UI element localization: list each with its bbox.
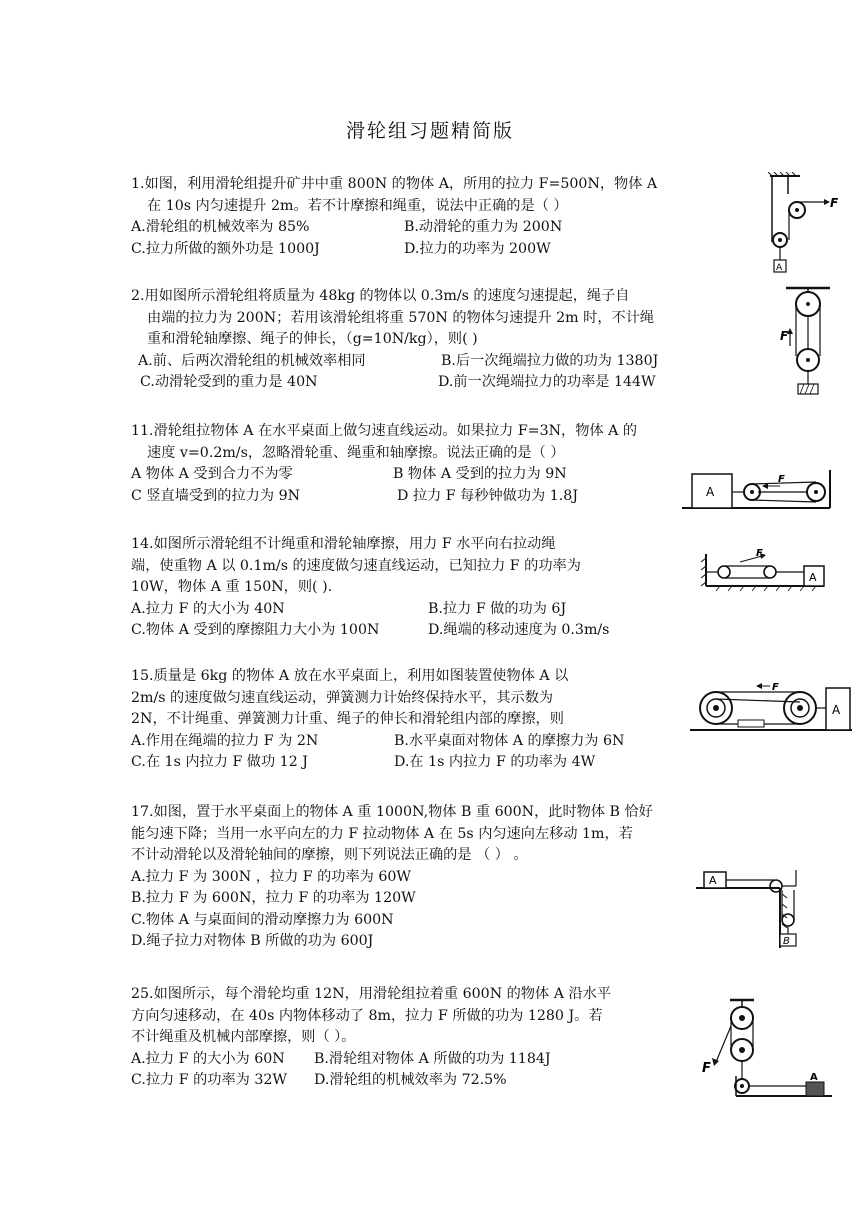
question-stem: 由端的拉力为 200N；若用该滑轮组将重 570N 的物体匀速提升 2m 时，不计绳 [147,309,655,326]
question-stem: 不计动滑轮以及滑轮轴间的摩擦，则下列说法正确的是 （ ） 。 [131,847,528,863]
question-stem: 2.用如图所示滑轮组将质量为 48kg 的物体以 0.3m/s 的速度匀速提起，绳子自 [131,288,630,304]
question-stem: 25.如图所示，每个滑轮均重 12N，用滑轮组拉着重 600N 的物体 A 沿水平 [131,986,612,1002]
option-d: D.绳端的移动速度为 0.3m/s [428,622,610,638]
question-stem: 端，使重物 A 以 0.1m/s 的速度做匀速直线运动，已知拉力 F 的功率为 [131,557,581,574]
label-f: F [756,548,763,559]
question-stem: 2N，不计绳重、弹簧测力计重、绳子的伸长和滑轮组内部的摩擦，则 [131,711,564,727]
question-stem: 11.滑轮组拉物体 A 在水平桌面上做匀速直线运动。如果拉力 F=3N，物体 A 的 [131,423,638,439]
option-b: B.后一次绳端拉力做的功为 1380J [441,352,659,369]
question-stem: 速度 v=0.2m/s，忽略滑轮重、绳重和轴摩擦。说法正确的是（ ） [147,444,565,461]
option-d: D.在 1s 内拉力 F 的功率为 4W [394,754,596,770]
question-17 [131,802,653,953]
label-a: A [810,1072,818,1083]
label-f: F [702,1061,711,1076]
option-c: C.动滑轮受到的重力是 40N [140,374,318,390]
question-stem: 不计绳重及机械内部摩擦，则（ ）。 [131,1029,356,1045]
question-1 [131,174,657,260]
option-d: D.绳子拉力对物体 B 所做的功为 600J [131,933,374,949]
figure-q1-pulley [760,172,842,280]
option-c: C.拉力 F 的功率为 32W [131,1072,287,1088]
figure-q11-pulley [680,468,840,516]
label-f: F [778,474,785,485]
figure-q15-pulley [688,676,854,738]
question-stem: 1.如图，利用滑轮组提升矿井中重 800N 的物体 A，所用的拉力 F=500N，物体 A [131,176,658,192]
question-stem: 在 10s 内匀速提升 2m。若不计摩擦和绳重，说法中正确的是（ ） [147,197,568,214]
figure-q25-pulley [698,996,838,1104]
option-c: C.在 1s 内拉力 F 做功 12 J [131,754,308,770]
option-a: A.拉力 F 的大小为 60N [131,1050,285,1067]
label-a: A [709,874,717,887]
question-2 [131,286,659,394]
question-stem: 15.质量是 6kg 的物体 A 放在水平桌面上，利用如图装置使物体 A 以 [131,668,569,684]
figure-q14-pulley [700,548,830,596]
question-15 [131,666,625,774]
option-b: B.水平桌面对物体 A 的摩擦力为 6N [394,732,625,749]
question-25 [131,984,611,1092]
label-a: A [706,485,715,499]
option-b: B.拉力 F 做的功为 6J [428,600,567,617]
question-14 [131,534,610,642]
option-b: B.动滑轮的重力为 200N [404,219,563,235]
question-stem: 能匀速下降；当用一水平向左的力 F 拉动物体 A 在 5s 内匀速向左移动 1m，若 [131,825,633,842]
option-d: D.拉力的功率为 200W [404,240,551,257]
option-c: C 竖直墙受到的拉力为 9N [131,487,301,504]
question-stem: 2m/s 的速度做匀速直线运动，弹簧测力计始终保持水平，其示数为 [131,689,554,706]
label-a: A [809,571,817,584]
question-stem: 10W，物体 A 重 150N，则( ). [131,579,333,595]
option-a: A.前、后两次滑轮组的机械效率相同 [138,352,366,369]
question-stem: 重和滑轮轴摩擦、绳子的伸长，（g=10N/kg），则( ) [147,331,478,347]
option-b: B.拉力 F 为 600N，拉力 F 的功率为 120W [131,890,416,906]
label-f: F [780,329,789,343]
option-c: C.物体 A 受到的摩擦阻力大小为 100N [131,622,380,638]
option-c: C.拉力所做的额外功是 1000J [131,240,320,257]
question-stem: 方向匀速移动，在 40s 内物体移动了 8m，拉力 F 所做的功为 1280 J。若 [131,1007,603,1024]
label-a: A [832,703,841,717]
label-b: B [783,936,790,947]
option-a: A.滑轮组的机械效率为 85% [131,219,310,235]
label-f: F [830,196,839,210]
question-11 [131,421,637,507]
option-a: A 物体 A 受到合力不为零 [131,466,293,482]
question-stem: 14.如图所示滑轮组不计绳重和滑轮轴摩擦，用力 F 水平向右拉动绳 [131,536,556,552]
option-b: B 物体 A 受到的拉力为 9N [393,466,567,482]
page-title: 滑轮组习题精简版 [345,120,514,142]
option-d: D.滑轮组的机械效率为 72.5% [314,1072,507,1088]
figure-q2-pulley [778,284,838,400]
option-a: A.拉力 F 的大小为 40N [131,600,285,617]
question-stem: 17.如图，置于水平桌面上的物体 A 重 1000N,物体 B 重 600N，此时物体 B 恰好 [131,804,653,820]
label-a: A [776,263,783,273]
option-d: D 拉力 F 每秒钟做功为 1.8J [397,487,579,504]
figure-q17-pulley [690,868,810,952]
option-b: B.滑轮组对物体 A 所做的功为 1184J [314,1050,551,1067]
label-f: F [772,682,779,693]
option-c: C.物体 A 与桌面间的滑动摩擦力为 600N [131,911,394,928]
option-a: A.拉力 F 为 300N ，拉力 F 的功率为 60W [131,868,412,885]
option-a: A.作用在绳端的拉力 F 为 2N [131,732,319,749]
option-d: D.前一次绳端拉力的功率是 144W [438,374,656,390]
